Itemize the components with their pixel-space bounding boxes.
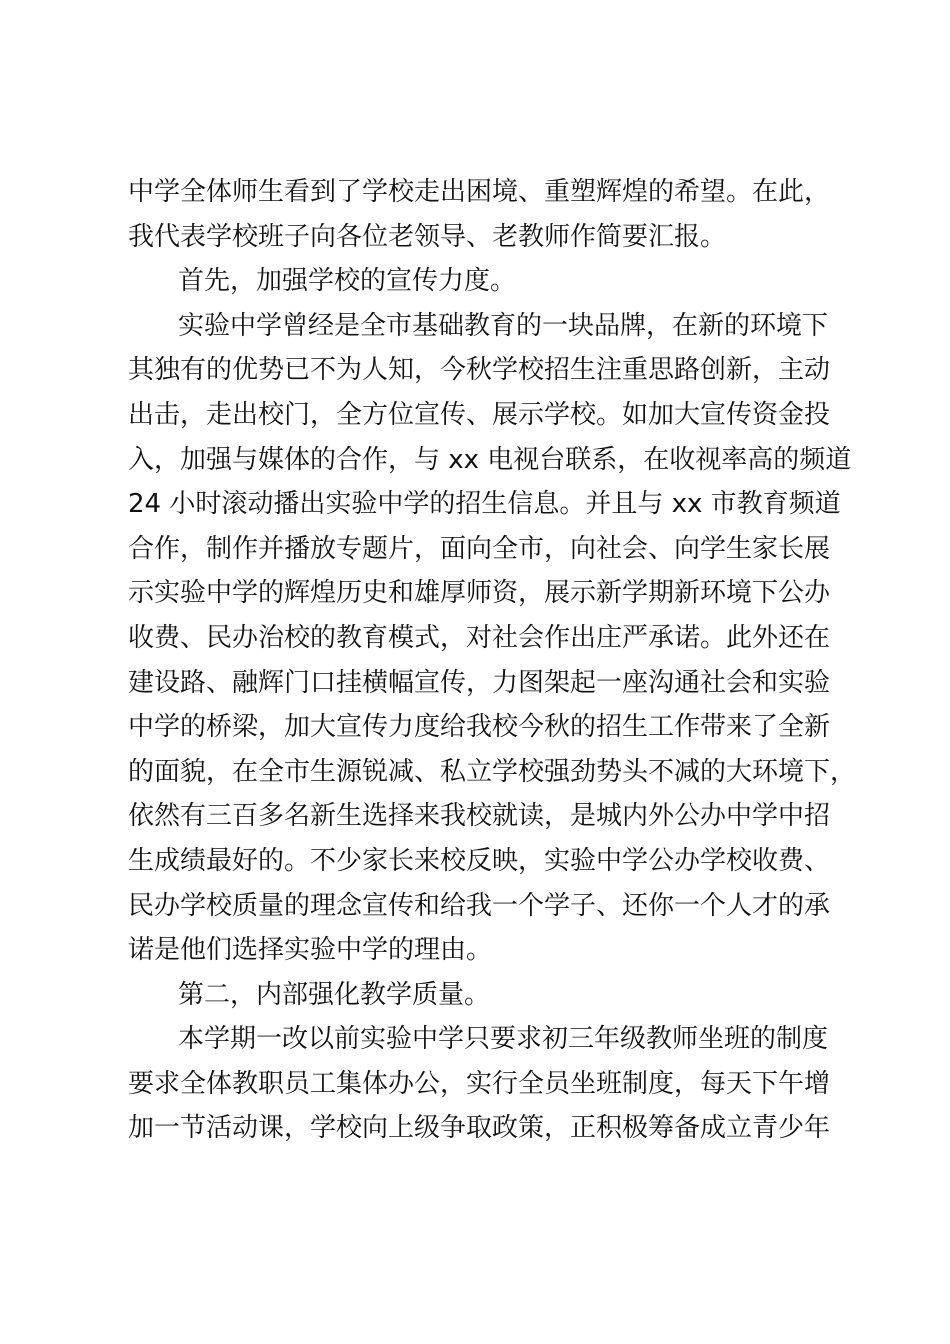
section-heading: 首先，加强学校的宣传力度。 — [178, 266, 517, 297]
text-line: 24 小时滚动播出实验中学的招生信息。并且与 xx 市教育频道 — [128, 489, 841, 520]
text-line: 生成绩最好的。不少家长来校反映，实验中学公办学校收费、 — [128, 845, 831, 876]
text-line: 本学期一改以前实验中学只要求初三年级教师坐班的制度 — [178, 1024, 829, 1055]
text-line: 其独有的优势已不为人知，今秋学校招生注重思路创新，主动 — [128, 355, 831, 386]
text-line: 入，加强与媒体的合作，与 xx 电视台联系，在收视率高的频道 — [128, 444, 852, 475]
text-line: 示实验中学的辉煌历史和雄厚师资，展示新学期新环境下公办 — [128, 578, 831, 609]
text-line: 民办学校质量的理念宣传和给我一个学子、还你一个人才的承 — [128, 890, 831, 921]
text-line: 诺是他们选择实验中学的理由。 — [128, 935, 493, 966]
section-heading: 第二，内部强化教学质量。 — [178, 979, 491, 1010]
text-line: 建设路、融辉门口挂横幅宣传，力图架起一座沟通社会和实验 — [128, 667, 831, 698]
text-line: 加一节活动课，学校向上级争取政策，正积极筹备成立青少年 — [128, 1113, 831, 1144]
text-line: 中学全体师生看到了学校走出困境、重塑辉煌的希望。在此， — [128, 177, 831, 207]
text-line: 中学的桥梁，加大宣传力度给我校今秋的招生工作带来了全新 — [128, 712, 831, 743]
document-body — [128, 170, 857, 1151]
text-line: 依然有三百多名新生选择来我校就读，是城内外公办中学中招 — [128, 801, 831, 832]
text-line: 要求全体教职员工集体办公，实行全员坐班制度，每天下午增 — [128, 1068, 831, 1099]
text-line: 出击，走出校门，全方位宣传、展示学校。如加大宣传资金投 — [128, 399, 831, 430]
text-line: 我代表学校班子向各位老领导、老教师作简要汇报。 — [128, 221, 727, 252]
text-line: 收费、民办治校的教育模式，对社会作出庄严承诺。此外还在 — [128, 622, 831, 653]
text-line: 的面貌，在全市生源锐减、私立学校强劲势头不减的大环境下， — [128, 756, 857, 787]
text-line: 实验中学曾经是全市基础教育的一块品牌，在新的环境下 — [178, 310, 829, 341]
text-line: 合作，制作并播放专题片，面向全市，向社会、向学生家长展 — [128, 533, 831, 564]
